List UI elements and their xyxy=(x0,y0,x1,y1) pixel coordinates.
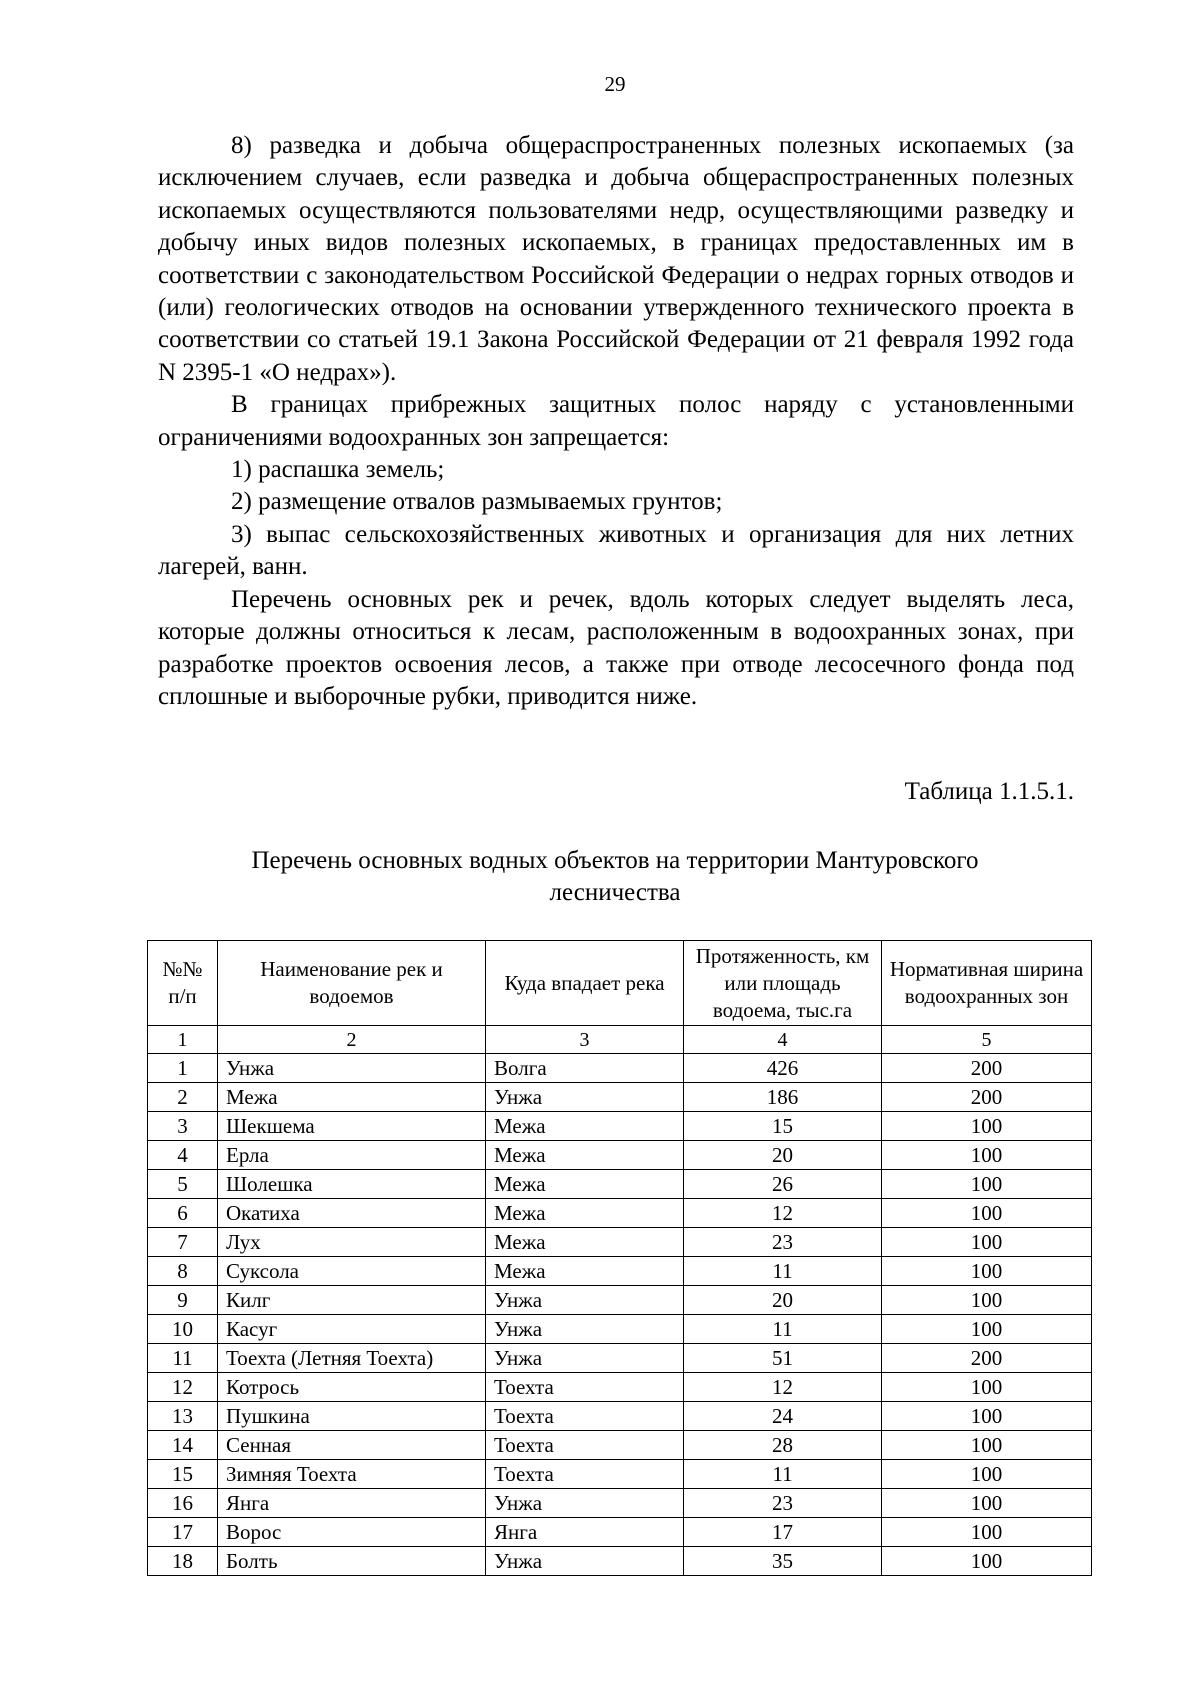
cell-number: 4 xyxy=(148,1141,218,1170)
cell-flows-into: Тоехта xyxy=(486,1460,684,1489)
cell-name: Унжа xyxy=(218,1054,486,1083)
cell-number: 11 xyxy=(148,1344,218,1373)
table-row xyxy=(148,1141,1092,1170)
cell-name: Межа xyxy=(218,1083,486,1112)
cell-length: 11 xyxy=(684,1257,882,1286)
column-numbers-row xyxy=(148,1026,1092,1054)
cell-zone-width: 100 xyxy=(882,1460,1092,1489)
table-row xyxy=(148,1518,1092,1547)
cell-name: Касуг xyxy=(218,1315,486,1344)
table-row xyxy=(148,1054,1092,1083)
column-number: 5 xyxy=(882,1026,1092,1054)
cell-zone-width: 100 xyxy=(882,1112,1092,1141)
cell-flows-into: Унжа xyxy=(486,1315,684,1344)
cell-flows-into: Межа xyxy=(486,1112,684,1141)
cell-flows-into: Унжа xyxy=(486,1547,684,1576)
cell-number: 16 xyxy=(148,1489,218,1518)
table-row xyxy=(148,1460,1092,1489)
cell-number: 6 xyxy=(148,1199,218,1228)
cell-number: 9 xyxy=(148,1286,218,1315)
table-row xyxy=(148,1170,1092,1199)
cell-flows-into: Межа xyxy=(486,1170,684,1199)
table-row xyxy=(148,1431,1092,1460)
cell-length: 20 xyxy=(684,1141,882,1170)
header-zone-width: Нормативная ширина водоохранных зон xyxy=(882,941,1092,1026)
cell-name: Янга xyxy=(218,1489,486,1518)
cell-zone-width: 100 xyxy=(882,1547,1092,1576)
cell-flows-into: Янга xyxy=(486,1518,684,1547)
cell-length: 20 xyxy=(684,1286,882,1315)
cell-zone-width: 200 xyxy=(882,1344,1092,1373)
cell-zone-width: 100 xyxy=(882,1431,1092,1460)
paragraph-river-list-intro: Перечень основных рек и речек, вдоль которых следует выделять леса, которые должны относиться к лесам, расположенным в водоохранных зонах, при разработке проектов освоения лесов, а также при отводе лесосечного фонда под сплошные и выборочные рубки, приводится ниже. xyxy=(158,585,1074,710)
cell-number: 5 xyxy=(148,1170,218,1199)
cell-zone-width: 100 xyxy=(882,1141,1092,1170)
cell-zone-width: 100 xyxy=(882,1286,1092,1315)
cell-name: Шолешка xyxy=(218,1170,486,1199)
cell-flows-into: Унжа xyxy=(486,1083,684,1112)
cell-length: 51 xyxy=(684,1344,882,1373)
cell-zone-width: 100 xyxy=(882,1373,1092,1402)
cell-length: 426 xyxy=(684,1054,882,1083)
cell-name: Лух xyxy=(218,1228,486,1257)
paragraph-item-1: 1) распашка земель; xyxy=(231,456,445,484)
cell-flows-into: Унжа xyxy=(486,1344,684,1373)
cell-name: Тоехта (Летняя Тоехта) xyxy=(218,1344,486,1373)
cell-flows-into: Межа xyxy=(486,1257,684,1286)
cell-flows-into: Межа xyxy=(486,1141,684,1170)
cell-number: 8 xyxy=(148,1257,218,1286)
table-header-row xyxy=(148,941,1092,1026)
column-number: 1 xyxy=(148,1026,218,1054)
cell-name: Ерла xyxy=(218,1141,486,1170)
cell-name: Ворос xyxy=(218,1518,486,1547)
page-number: 29 xyxy=(604,72,626,96)
cell-zone-width: 100 xyxy=(882,1199,1092,1228)
table-title: Перечень основных водных объектов на территории Мантуровского лесничества xyxy=(251,847,979,906)
cell-zone-width: 100 xyxy=(882,1257,1092,1286)
table-row xyxy=(148,1402,1092,1431)
cell-length: 11 xyxy=(684,1460,882,1489)
column-number: 2 xyxy=(218,1026,486,1054)
cell-name: Пушкина xyxy=(218,1402,486,1431)
header-number: №№ п/п xyxy=(148,941,218,1026)
cell-number: 10 xyxy=(148,1315,218,1344)
table-row xyxy=(148,1344,1092,1373)
cell-length: 26 xyxy=(684,1170,882,1199)
cell-name: Болть xyxy=(218,1547,486,1576)
cell-name: Шекшема xyxy=(218,1112,486,1141)
cell-flows-into: Межа xyxy=(486,1228,684,1257)
cell-zone-width: 100 xyxy=(882,1228,1092,1257)
cell-number: 2 xyxy=(148,1083,218,1112)
cell-length: 23 xyxy=(684,1228,882,1257)
table-number: Таблица 1.1.5.1. xyxy=(904,778,1074,805)
cell-zone-width: 100 xyxy=(882,1489,1092,1518)
table-row xyxy=(148,1286,1092,1315)
cell-flows-into: Унжа xyxy=(486,1489,684,1518)
paragraph-item-3: 3) выпас сельскохозяйственных животных и организация для них летних лагерей, ванн. xyxy=(158,520,1074,581)
table-row xyxy=(148,1083,1092,1112)
cell-length: 15 xyxy=(684,1112,882,1141)
cell-number: 7 xyxy=(148,1228,218,1257)
header-flows-into: Куда впадает река xyxy=(486,941,684,1026)
paragraph-coastal-strip-intro: В границах прибрежных защитных полос наряду с установленными ограничениями водоохранных зон запрещается: xyxy=(158,391,1074,451)
cell-number: 13 xyxy=(148,1402,218,1431)
cell-length: 12 xyxy=(684,1199,882,1228)
cell-number: 18 xyxy=(148,1547,218,1576)
cell-length: 17 xyxy=(684,1518,882,1547)
cell-name: Окатиха xyxy=(218,1199,486,1228)
cell-number: 14 xyxy=(148,1431,218,1460)
table-row xyxy=(148,1489,1092,1518)
header-length: Протяженность, км или площадь водоема, тыс.га xyxy=(684,941,882,1026)
paragraph-item-2: 2) размещение отвалов размываемых грунтов; xyxy=(231,488,723,516)
column-number: 3 xyxy=(486,1026,684,1054)
cell-length: 28 xyxy=(684,1431,882,1460)
paragraph-mining-restriction: 8) разведка и добыча общераспространенных полезных ископаемых (за исключением случаев, если разведка и добыча общераспространенных полезных ископаемых осуществляются пользователями недр, осуществляющими разведку и добычу иных видов полезных ископаемых, в границах предоставленных им в соответствии с законодательством Российской Федерации о недрах горных отводов и (или) геологических отводов на основании утвержденного технического проекта в соответствии со статьей 19.1 Закона Российской Федерации от 21 февраля 1992 года N 2395-1 «О недрах»). xyxy=(158,132,1074,386)
cell-zone-width: 100 xyxy=(882,1402,1092,1431)
cell-number: 17 xyxy=(148,1518,218,1547)
table-row xyxy=(148,1257,1092,1286)
cell-flows-into: Межа xyxy=(486,1199,684,1228)
cell-length: 186 xyxy=(684,1083,882,1112)
cell-flows-into: Тоехта xyxy=(486,1373,684,1402)
body-text xyxy=(158,130,1074,713)
table-row xyxy=(148,1228,1092,1257)
cell-number: 3 xyxy=(148,1112,218,1141)
cell-name: Котрось xyxy=(218,1373,486,1402)
cell-zone-width: 200 xyxy=(882,1083,1092,1112)
cell-flows-into: Унжа xyxy=(486,1286,684,1315)
water-bodies-table xyxy=(147,940,1092,1576)
cell-flows-into: Тоехта xyxy=(486,1402,684,1431)
table-row xyxy=(148,1112,1092,1141)
table-row xyxy=(148,1373,1092,1402)
cell-name: Килг xyxy=(218,1286,486,1315)
cell-length: 24 xyxy=(684,1402,882,1431)
column-number: 4 xyxy=(684,1026,882,1054)
cell-number: 12 xyxy=(148,1373,218,1402)
cell-flows-into: Тоехта xyxy=(486,1431,684,1460)
cell-length: 11 xyxy=(684,1315,882,1344)
cell-zone-width: 100 xyxy=(882,1170,1092,1199)
cell-zone-width: 100 xyxy=(882,1518,1092,1547)
table-row xyxy=(148,1315,1092,1344)
cell-name: Зимняя Тоехта xyxy=(218,1460,486,1489)
table-row xyxy=(148,1547,1092,1576)
cell-name: Сенная xyxy=(218,1431,486,1460)
header-name: Наименование рек и водоемов xyxy=(218,941,486,1026)
cell-zone-width: 200 xyxy=(882,1054,1092,1083)
cell-length: 12 xyxy=(684,1373,882,1402)
cell-name: Суксола xyxy=(218,1257,486,1286)
cell-flows-into: Волга xyxy=(486,1054,684,1083)
table-row xyxy=(148,1199,1092,1228)
cell-number: 1 xyxy=(148,1054,218,1083)
cell-number: 15 xyxy=(148,1460,218,1489)
cell-length: 23 xyxy=(684,1489,882,1518)
cell-zone-width: 100 xyxy=(882,1315,1092,1344)
cell-length: 35 xyxy=(684,1547,882,1576)
